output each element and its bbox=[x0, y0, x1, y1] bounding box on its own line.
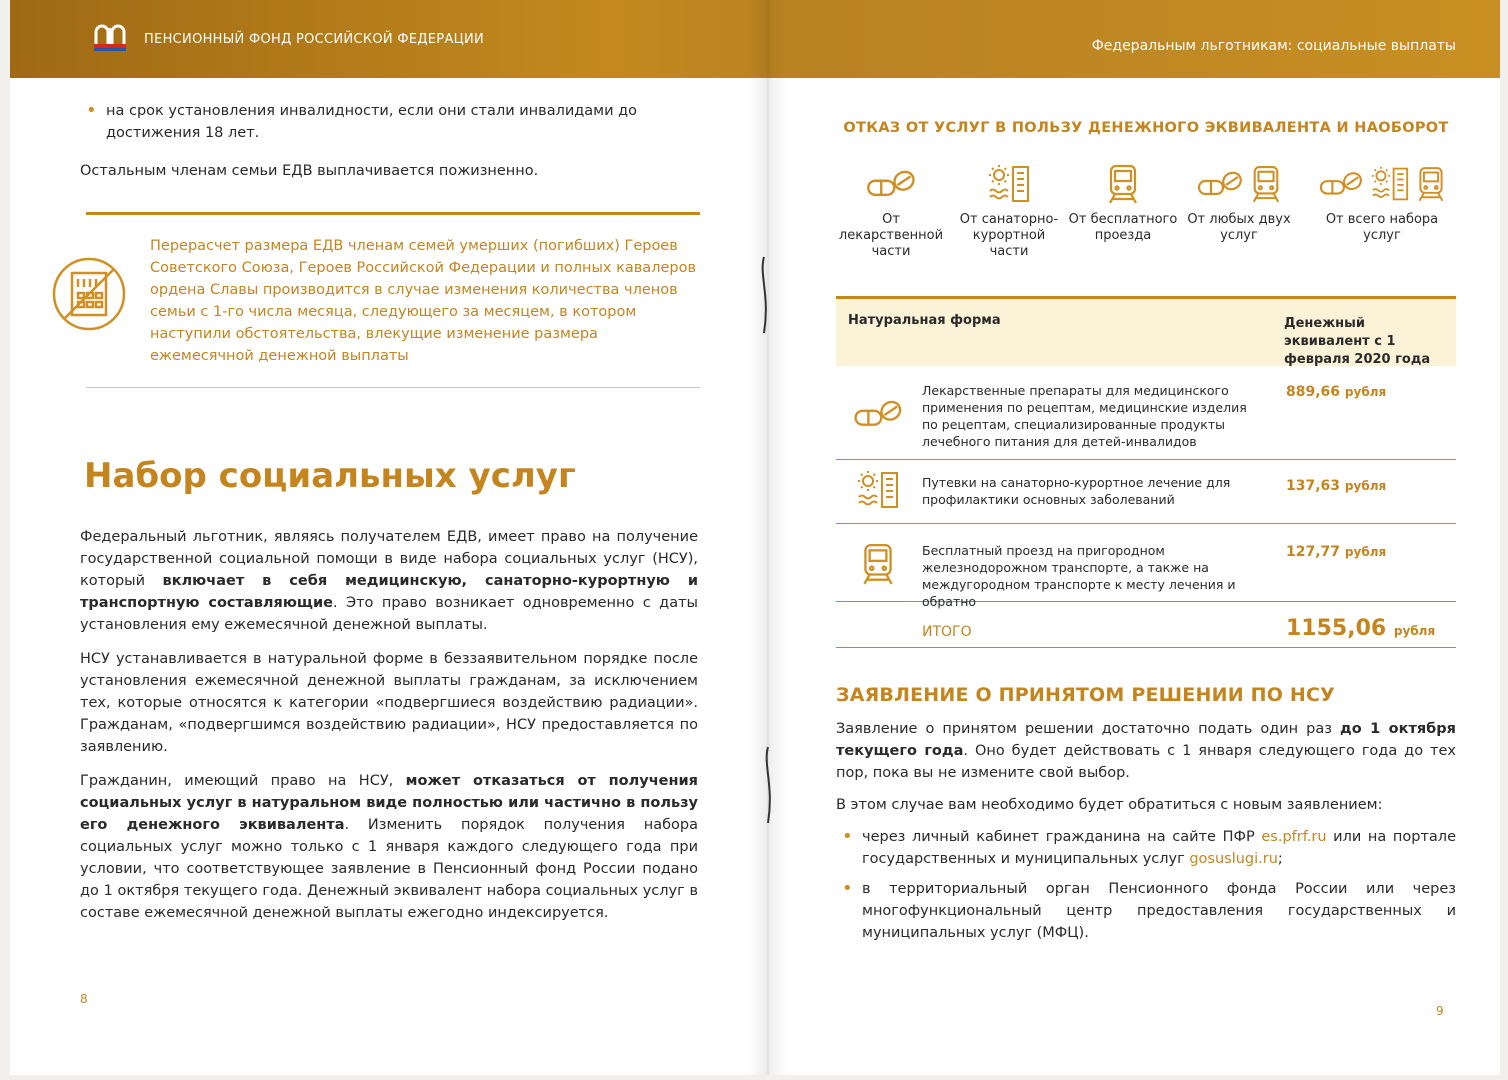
paragraph-2: НСУ устанавливается в натуральной форме в беззаявительном порядке после установления ежемесячной денежной выплаты гражданам, за исключением тех, которые относятся к категории «подвергшиеся воздействию радиации». Гражданам, «подвергшимся воздействию радиации», НСУ предоставляется по заявлению. bbox=[80, 651, 698, 755]
total-label: ИТОГО bbox=[922, 624, 972, 640]
staple-top bbox=[758, 255, 772, 335]
bullet-online: • через личный кабинет гражданина на сайте ПФР es.pfrf.ru или на портале государственных и муниципальных услуг gosuslugi.ru; bbox=[836, 826, 1456, 870]
org-name: ПЕНСИОННЫЙ ФОНД РОССИЙСКОЙ ФЕДЕРАЦИИ bbox=[144, 31, 485, 47]
paragraph-1: Федеральный льготник, являясь получателем ЕДВ, имеет право на получение государственной социальной помощи в виде набора социальных услуг (НСУ), который включает в себя медицинскую, санаторно-курортную и транспортную составляющие. Это право возникает одновременно с даты установления ему ежемесячной денежной выплаты. bbox=[80, 529, 698, 633]
table-row: Путевки на санаторно-курортное лечение для профилактики основных заболеваний 137,63 рубля bbox=[836, 460, 1456, 524]
refusal-options bbox=[836, 162, 1456, 272]
bullet-office: • в территориальный орган Пенсионного фонда России или через многофункциональный центр предоставления государственных и муниципальных услуг (МФЦ). bbox=[836, 878, 1456, 944]
col-natural: Натуральная форма bbox=[848, 313, 1001, 328]
left-body bbox=[80, 526, 698, 936]
application-title: ЗАЯВЛЕНИЕ О ПРИНЯТОМ РЕШЕНИИ ПО НСУ bbox=[836, 684, 1335, 706]
option-sanatorium: От санаторно-курортной части bbox=[954, 162, 1064, 260]
application-paragraph-2: В этом случае вам необходимо будет обратиться с новым заявлением: bbox=[836, 797, 1383, 813]
pills-icon bbox=[1318, 169, 1364, 199]
train-icon bbox=[1250, 164, 1282, 204]
train-icon bbox=[1106, 163, 1140, 205]
page-number-right: 9 bbox=[1436, 1004, 1444, 1018]
pfr-link[interactable]: es.pfrf.ru bbox=[1261, 829, 1327, 845]
train-icon bbox=[848, 542, 908, 586]
left-page bbox=[80, 100, 700, 921]
gosuslugi-link[interactable]: gosuslugi.ru bbox=[1189, 851, 1278, 867]
application-paragraph-1: Заявление о принятом решении достаточно подать один раз до 1 октября текущего года. Оно будет действовать с 1 января следующего года до тех пор, пока вы не измените свой выбор. bbox=[836, 721, 1456, 781]
note-box bbox=[86, 212, 700, 388]
section-title: Федеральным льготникам: социальные выплаты bbox=[1091, 38, 1456, 54]
option-any-two: От любых двух услуг bbox=[1184, 162, 1294, 244]
no-calendar-icon bbox=[50, 255, 128, 333]
option-all: От всего набора услуг bbox=[1308, 162, 1456, 244]
sanatorium-icon bbox=[848, 468, 908, 512]
table-row: Лекарственные препараты для медицинского применения по рецептам, медицинские изделия по рецептам, специализированные продукты лечебного питания для детей-инвалидов 889,66 рубля bbox=[836, 366, 1456, 460]
sanatorium-icon bbox=[987, 163, 1031, 205]
table-total bbox=[836, 602, 1456, 648]
amount-transport: 127,77 рубля bbox=[1286, 544, 1387, 560]
page-title: Набор социальных услуг bbox=[84, 456, 576, 496]
recalculation-note: Перерасчет размера ЕДВ членам семей умерших (погибших) Героев Советского Союза, Героев Российской Федерации и полных кавалеров ордена Славы производится в случае изменения количества членов семьи с 1-го числа месяца, следующего за месяцем, в котором наступили обстоятельства, влекущие изменение размера ежемесячной денежной выплаты bbox=[150, 238, 697, 364]
brand bbox=[90, 24, 484, 54]
refusal-title: ОТКАЗ ОТ УСЛУГ В ПОЛЬЗУ ДЕНЕЖНОГО ЭКВИВАЛЕНТА И НАОБОРОТ bbox=[843, 120, 1449, 136]
staple-bottom bbox=[762, 745, 776, 825]
pills-icon bbox=[865, 167, 917, 201]
pfr-logo bbox=[90, 24, 130, 54]
amount-sanatorium: 137,63 рубля bbox=[1286, 478, 1387, 494]
table-row: Бесплатный проезд на пригородном железнодорожном транспорте, а также на междугородном транспорте к месту лечения и обратно 127,77 рубля bbox=[836, 524, 1456, 602]
paragraph-3: Гражданин, имеющий право на НСУ, может отказаться от получения социальных услуг в натуральном виде полностью или частично в пользу его денежного эквивалента. Изменить порядок получения набора социальных услуг можно только с 1 января каждого следующего года при условии, что соответствующее заявление в Пенсионный фонд России подано до 1 октября текущего года. Денежный эквивалент набора социальных услуг в составе ежемесячной денежной выплаты ежегодно индексируется. bbox=[80, 773, 698, 921]
page-fold bbox=[748, 0, 788, 1075]
right-page bbox=[836, 100, 1457, 941]
option-transport: От бесплатного проезда bbox=[1068, 162, 1178, 244]
option-medicine: От лекарственной части bbox=[836, 162, 946, 260]
services-table bbox=[836, 296, 1456, 648]
train-icon bbox=[1416, 165, 1446, 203]
bullet-disability: • на срок установления инвалидности, если они стали инвалидами до достижения 18 лет. bbox=[80, 100, 700, 144]
total-amount: 1155,06 рубля bbox=[1286, 616, 1436, 641]
sanatorium-icon bbox=[1370, 165, 1410, 203]
pills-icon bbox=[848, 392, 908, 436]
col-money: Денежный эквивалент с 1 февраля 2020 года bbox=[1284, 316, 1431, 367]
table-header bbox=[836, 296, 1456, 366]
application-body bbox=[836, 718, 1456, 952]
amount-medicine: 889,66 рубля bbox=[1286, 384, 1387, 400]
pills-icon bbox=[1196, 168, 1244, 200]
page-number-left: 8 bbox=[80, 992, 88, 1006]
remaining-members: Остальным членам семьи ЕДВ выплачивается пожизненно. bbox=[80, 163, 539, 179]
